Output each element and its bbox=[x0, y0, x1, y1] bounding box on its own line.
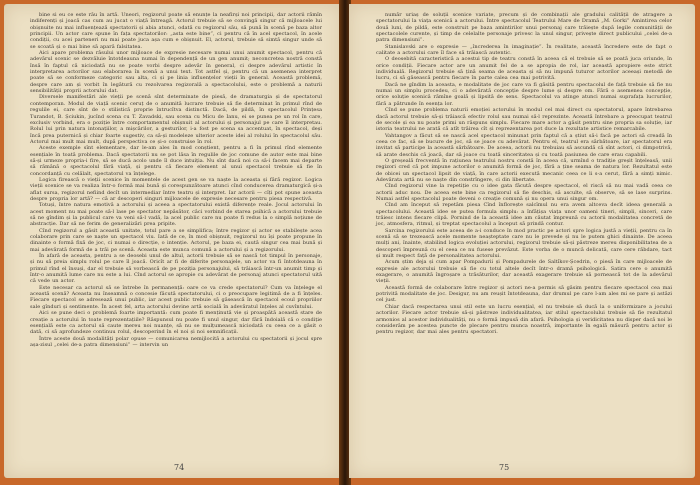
right-paragraph: O greșeală frecventă în rațiunea teatrului nostru constă în aceea că, urmînd o tradiție greșit înțeleasă, unii regizori cred că pot impune actorilor o anumită formă de joc, fără a ține seama de natura lor. Rezultatul este de obicei un spectacol lipsit de viață, în care actorii execută mecanic ceea ce li s-a cerut, fără a simți nimic. Adevărata artă nu se naște din constrîngere, ci din libertate. bbox=[376, 157, 672, 183]
left-page-text bbox=[30, 12, 322, 348]
right-paragraph: Cînd regizorul vine la repetiție cu o idee gata făcută despre spectacol, el riscă să nu mai vadă ceea ce actorii aduc nou. De aceea este bine ca regizorul să fie deschis, să asculte, să observe, să se lase surprins. Numai astfel spectacolul poate deveni o creație comună și nu opera unui singur om. bbox=[376, 183, 672, 202]
left-paragraph: Este necesar ca actorul să se întrebe în permanență: oare ce va crede spectatorul? Cum va înțelege el această scenă? Aceasta nu înseamnă o concesie făcută spectatorului, ci o preocupare legitimă de a fi înțeles. Fiecare spectacol se adresează unui public, iar acest public trebuie să găsească în spectacol ecoul propriilor sale gînduri și sentimente. În acest fel, arta actorului devine artă socială în adevăratul înțeles al cuvîntului. bbox=[30, 284, 322, 310]
left-paragraph: Aici apare problema râsului unor mijloace de expresie necesare numai unui anumit spectacol, pentru că adevărul scenic se dezvăluie întotdeauna numai în dependență de un gen anumit; neconcretea nostră constă însă în faptul că niciodată nu se poate vorbi despre adevăr în general, ci despre adevărul artistic în interpretarea actorilor sau elaborarea în scenă a unui text. Tot astfel și, pentru că un asemenea interpret poate să se conformeze categoric sau alta, ci și pe linia influențelor vieții în general. Această problemă, despre care am și vorbit în legătură cu rezolvarea regizorală a spectacolului, este o problemă a naturii sensibilității proprii actorului dat. bbox=[30, 50, 322, 95]
right-paragraph: Acum știm deja și cum apar Pompadurii și Pompadurele de Saltîkov-Șcedrin, o piesă în care mijloacele de expresie ale actorului trebuie să fie cu totul altele decît într-o dramă psihologică. Satira cere o anumită exagerare, o anumită îngroșare a trăsăturilor, dar această exagerare trebuie să pornească tot de la adevărul vieții. bbox=[376, 259, 672, 285]
left-paragraph: bine si eu ce este rău în artă. Uneori, regizorul poate să enunțe la neafirși noi principii, dar actorii rămîn indiferenți și joacă cas cum au jucat o viață întreagă. Actorul trebuie să se convingă singur că mijloacele lui obișnuite nu mai influențează spectatorii și abia atunci, odată cu regizorul său, să pună în scenă pe baza altor principii. Un actor care spune în fața spectatorilor: „asta este bine”, ci pentru că în acel spectacol, în acele condiții, cu acei parteneri nu mai poate juca așa cum e obișnuit. El, actorul, trebuie să simtă singur unde să se scoată și o mai bine să apară falsitatea. bbox=[30, 12, 322, 50]
right-paragraph: Cînd am început să repetăm piesa Cînd înflorește salcîmul nu era avem altceva decît ideea generală a spectacolului. Această idee se putea formula simplu: a înfățișa viața unor oameni tineri, simpli, sinceri, care trăiesc intens fiecare clipă. Pornind de la această idee am căutat împreună cu actorii modalitatea concretă de joc, atmosfera, ritmul, și treptat spectacolul a început să prindă contur. bbox=[376, 202, 672, 228]
left-paragraph: Diversele manifestări ale vieții pe scenă sînt determinate de piesă, de dramaturgia și de spectatorul contemporan. Modul de viață scenic ceruț de o anumită lucrare trebuie să fie determinat în primul rînd de regulile ei, care sînt de o stilistică proprie întrucîtva distinctă. Dacă, de pildă, în spectacolul Prințesa Turandot, B. Șciukin, jucînd scena cu T. Zavadski, sau scena cu Micu de Ianu, ei se punea pe un rol în care, exclusiv vorbind, era o poziție între comportamentul obișnuit al actorului și personajul pe care îl interpretau. Rolul lui prin natura intonațiilor, a mișcărilor, a gesturilor, i-a fost pe scena sa accentuat, în spectacol, deși încă prea puternică și chiar foarte sugestiv, ca să-și modeleze ulterior aceste idei al rolului în spectacolul său. Actorul mai mult mai mult, după perspectiva ce și-o construise în rol. bbox=[30, 94, 322, 145]
left-paragraph: Aceste exemple sînt elementare, dar le-am ales în mod conștient, pentru a fi în primul rînd elemente esențiale în toată problema. Dacă spectatorii nu se pot lăsa în regulile de joc comune de autor este mai bine să-și urmeze propria-i fire, să se ducă acolo unde îl duce intuiția. Nu sînt dacă noi ca să-i facem mai departe să rămână o spectacolul fără viață, și pentru că fiecare element al unui spectacol trebuie să fie în concordanță cu celălalt, spectatorul va înțelege. bbox=[30, 145, 322, 177]
left-paragraph: Logica firească o vieții scenice în momentele de acest gen se va naște la aceasta și fără regizor. Logica vieții scenice se va realiza într-o formă mai bună și corespunzătoare atunci cînd conducerea dramaturgică și-a aflat sursa, regizorul nefiind decît un intermediar între teatru și interpret. Iar actorii — cîți pot spune aceasta despre propria lor artă? — că ar descoperi singuri mijloacele de expresie necesare pentru piesa respectivă. bbox=[30, 176, 322, 202]
right-page-number: 75 bbox=[499, 463, 510, 472]
left-paragraph: Aici se pune deci o problemă foarte importantă: cum poate fi menținută vie și proaspătă această stare de creație a actorului în toate reprezentațiile? Răspunsul nu poate fi unul singur, dar fără îndoială că o condiție esențială este ca actorul să caute mereu noi nuanțe, să nu se mulțumească niciodată cu ceea ce a găsit o dată, ci să aprofundeze continuu rolul, descoperind în el noi și noi semnificații. bbox=[30, 310, 322, 336]
right-paragraph: O deosebită caracteristică a acestui tip de teatru constă în aceea că el trebuie să se poată juca oriunde, în orice condiții. Fiecare actor are un anumit fel de a se apropia de rol, iar această apropiere este strict individuală. Regizorul trebuie să țină seama de aceasta și să nu impună tuturor actorilor aceeași metodă de lucru, ci să găsească pentru fiecare în parte calea cea mai potrivită. bbox=[376, 56, 672, 82]
left-paragraph: Totuși, între natura emotivă a actorului și aceea a spectatorului există diferențe reale. Jocul actorului în acest moment nu mai poate să-l lase pe spectator nepăsător, căci vorbind de starea psihică a actorului trebuie să ne gîndim și la publicul care va veni să-l vadă, la acel public care nu poate fi redus la o simplă noțiune de abstracție. Dar să ne ferim de generalizări prea pripite. bbox=[30, 202, 322, 228]
left-page-number: 74 bbox=[174, 463, 185, 472]
left-page bbox=[4, 4, 341, 478]
right-paragraph: Cînd se pune problema naturii emoției actorului în modul cel mai direct cu spectatorul, apare întrebarea dacă actorul trebuie să-și trăiască efectiv rolul sau numai să-l reprezinte. Această întrebare a preocupat teatrul de secole și ea nu poate primi un răspuns simplu. Fiecare mare actor a găsit pentru sine propria sa soluție, iar istoria teatrului ne arată că atît trăirea cît și reprezentarea pot duce la rezultate artistice remarcabile. bbox=[376, 107, 672, 133]
right-page-text bbox=[376, 12, 672, 336]
right-paragraph: Chiar dacă respectarea unui stil este un lucru esențial, el nu trebuie să ducă la o uniformizare a jocului actorilor. Fiecare actor trebuie să-și păstreze individualitatea, iar stilul spectacolului trebuie să fie rezultatul armonios al acestor individualități, nu o formă impusă din afară. Psihologia și veridicitatea nu disper dacă noi le considerăm pe acestea puncte de plecare pentru munca noastră, importante în egală măsură pentru actor și pentru regizor, dar mai ales pentru spectatori. bbox=[376, 303, 672, 336]
right-paragraph: Această formă de colaborare între regizor și actori ne-a permis să găsim pentru fiecare spectacol cea mai potrivită modalitate de joc. Desigur, nu am reușit întotdeauna, dar drumul pe care l-am ales mi se pare și astăzi cel just. bbox=[376, 284, 672, 304]
right-paragraph: Vahtangov a făcut să se nască acel spectacol minunat prin faptul că a știut să-i facă pe actori să creadă în ceea ce fac, să se bucure de joc, să se joace cu adevărat. Pentru el, teatrul era sărbătoare, iar spectatorul era invitat să participe la această sărbătoare. De aceea, actorii nu trebuiau să ascundă că sînt actori, ci dimpotrivă, să arate deschis că joacă, dar să joace cu toată sinceritatea și cu toată pasiunea de care erau capabili. bbox=[376, 132, 672, 158]
left-paragraph: Între aceste două modalități polar opuse — comunicarea nemijlocită a actorului cu spectatorii și jocul spre așa-zisul „celei de-a patra dimensiuni” — intervin un bbox=[30, 335, 322, 348]
left-paragraph: În afară de aceasta, pentru a se deosebi unul de altul, actorii trebuie să se nască tot timpul în personaje, și nu să preia simplu rolul pe care îl joacă. Oricît ar fi de diferite personajele, un actor va fi întotdeauna în primul rînd el însuși, dar el trebuie să vorbească de pe poziția personajului, să trăiască într-un anumit timp și într-o anumită lume care nu este a lui. Cînd actorul se apropie cu adevărat de personaj atunci spectatorul uită că vede un actor. bbox=[30, 253, 322, 285]
right-paragraph: Stanislavski are o expresie — „încrederea în imaginație”. În realitate, această încredere este de fapt o calitate a actorului care îl face să trăiască autentic. bbox=[376, 43, 672, 57]
right-paragraph: Sarcina regizorului este aceea de a-i conduce în mod practic pe actori spre logica justă a vieții, pentru ca în scenă să se trezească acele momente neașteptate care nu le prevede și nu le putem ghici dinainte. De aceea mulți ani, înainte, stabilind logica evoluției actorului, regizorul trebuie să-și păstreze mereu disponibilitatea de a descoperi împreună cu el ceea ce nu fusese prevăzut. Este vorba de o muncă delicată, care cere răbdare, tact și mult respect față de personalitatea actorului. bbox=[376, 227, 672, 260]
right-paragraph: Dacă ne gîndim la aceasta, e modalitate de joc care va fi găsită pentru spectacolul de față trebuie să fie nu numai un simplu procedeu, ci o adevărată concepție despre lume și despre om. Fără o asemenea concepție, orice soluție scenică rămîne goală și lipsită de sens. Spectacolul va atinge atunci numai suprafața lucrurilor, fără a pătrunde în esența lor. bbox=[376, 81, 672, 107]
left-paragraph: Cînd regizorul a găsit această unitate, totul pare a se simplifica; între regizor și actor se stabilește acea colaborare prin care se naște un spectacol viu. Iată de ce, în mod obișnuit, regizorul nu își poate propune în dinainte o formă fixă de joc, ci numai o direcție, o intenție. Actorul, pe baza ei, caută singur cea mai bună și mai adevărată formă de a trăi pe scenă. Aceasta este munca comună a actorului și a regizorului. bbox=[30, 227, 322, 253]
right-page bbox=[349, 4, 695, 478]
right-paragraph: număr uriaș de soluții scenice variate, precum și de combinații ale gradului calității de atragere a spectatorului la viața scenică a actorului. Între spectacolul Teatrului Mare de Dramă „M. Gorki” Amintirea celor două luni, de pildă, este construit pe baza amintirilor unui personaj care trăiește după legile comunității de spectacolele curente, și timp de celelalte personaje privesc la unul singur, privește direct publicului „celei de-a patra dimensiuni”. bbox=[376, 12, 672, 44]
